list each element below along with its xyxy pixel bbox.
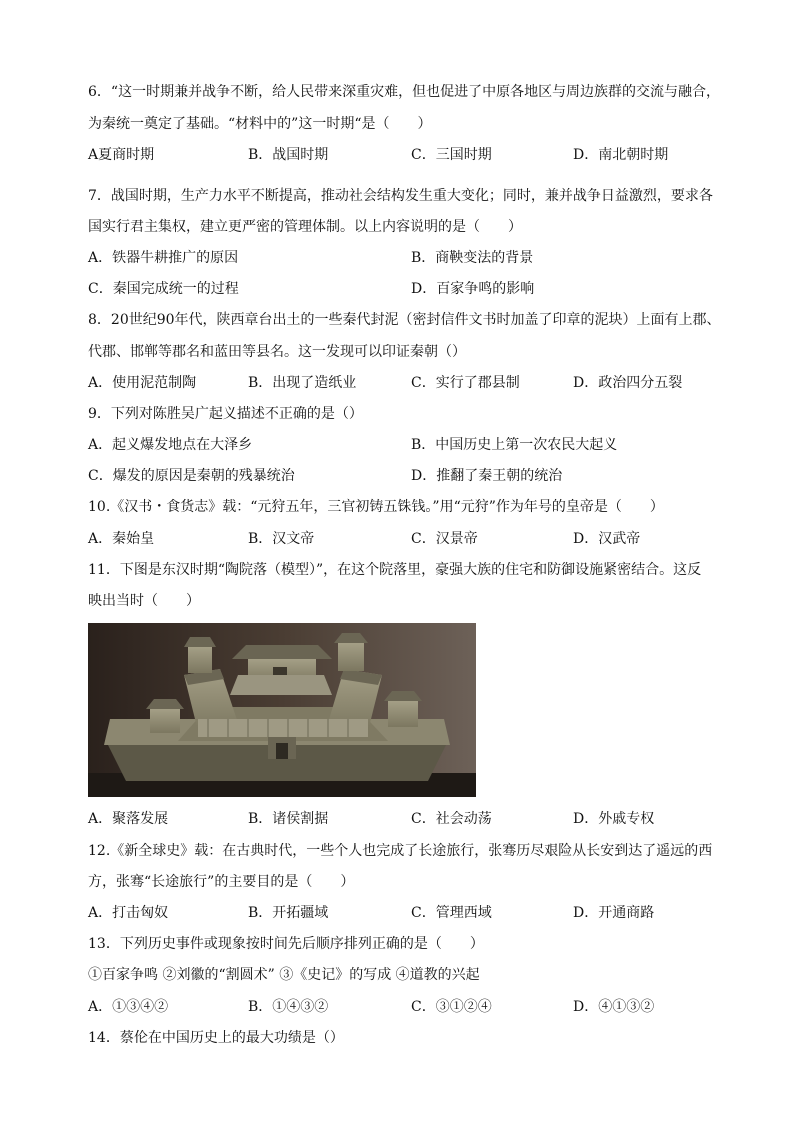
pottery-courtyard-model-photo xyxy=(88,623,476,797)
q10-option-d: D．汉武帝 xyxy=(573,531,641,547)
q6-option-a: A夏商时期 xyxy=(88,147,155,163)
q13-option-c: C．③①②④ xyxy=(411,999,492,1015)
q14-stem-line-1: 14．蔡伦在中国历史上的最大功绩是（） xyxy=(88,1030,344,1046)
q9-option-c: C．爆发的原因是秦朝的残暴统治 xyxy=(88,468,295,484)
q11-stem-line-1: 11．下图是东汉时期“陶院落（模型）”，在这个院落里，豪强大族的住宅和防御设施紧密结合。这反 xyxy=(88,562,702,578)
q7-stem-line-1: 7．战国时期，生产力水平不断提高，推动社会结构发生重大变化；同时，兼并战争日益激烈，要求各 xyxy=(88,188,713,204)
q7-option-c: C．秦国完成统一的过程 xyxy=(88,281,239,297)
q10-option-c: C．汉景帝 xyxy=(411,531,478,547)
q6-option-c: C．三国时期 xyxy=(411,147,492,163)
q9-option-b: B．中国历史上第一次农民大起义 xyxy=(411,437,618,453)
q12-option-a: A．打击匈奴 xyxy=(88,905,169,921)
q8-stem-line-2: 代郡、邯郸等郡名和蓝田等县名。这一发现可以印证秦朝（） xyxy=(88,344,466,360)
q8-option-d: D．政治四分五裂 xyxy=(573,375,683,391)
q11-option-a: A．聚落发展 xyxy=(88,811,169,827)
q10-option-b: B．汉文帝 xyxy=(248,531,315,547)
q13-option-d: D．④①③② xyxy=(573,999,655,1015)
q13-option-b: B．①④③② xyxy=(248,999,329,1015)
q8-option-a: A．使用泥范制陶 xyxy=(88,375,197,391)
q11-stem-line-2: 映出当时（ ） xyxy=(88,593,200,609)
q13-option-a: A．①③④② xyxy=(88,999,169,1015)
q10-stem-line-1: 10.《汉书・食货志》载：“元狩五年，三官初铸五铢钱。”用“元狩”作为年号的皇帝是（ ） xyxy=(88,499,664,515)
q13-stem-line-2: ①百家争鸣 ②刘徽的“割圆术” ③《史记》的写成 ④道教的兴起 xyxy=(88,967,480,983)
q11-option-d: D．外戚专权 xyxy=(573,811,655,827)
q9-stem-line-1: 9．下列对陈胜吴广起义描述不正确的是（） xyxy=(88,406,363,422)
q11-option-c: C．社会动荡 xyxy=(411,811,492,827)
q7-option-d: D．百家争鸣的影响 xyxy=(411,281,535,297)
q10-option-a: A．秦始皇 xyxy=(88,531,155,547)
q9-option-a: A．起义爆发地点在大泽乡 xyxy=(88,437,253,453)
q12-option-b: B．开拓疆域 xyxy=(248,905,329,921)
q6-stem-line-1: 6．“这一时期兼并战争不断，给人民带来深重灾难，但也促进了中原各地区与周边族群的交流与融合， xyxy=(88,84,721,100)
q6-option-d: D．南北朝时期 xyxy=(573,147,669,163)
q12-stem-line-2: 方，张骞“长途旅行”的主要目的是（ ） xyxy=(88,874,355,890)
q12-stem-line-1: 12.《新全球史》载：在古典时代，一些个人也完成了长途旅行，张骞历尽艰险从长安到达了遥远的西 xyxy=(88,843,713,859)
q6-option-b: B．战国时期 xyxy=(248,147,329,163)
q11-option-b: B．诸侯割据 xyxy=(248,811,329,827)
q7-stem-line-2: 国实行君主集权，建立更严密的管理体制。以上内容说明的是（ ） xyxy=(88,219,522,235)
q13-stem-line-1: 13．下列历史事件或现象按时间先后顺序排列正确的是（ ） xyxy=(88,936,484,952)
q12-option-d: D．开通商路 xyxy=(573,905,655,921)
q6-stem-line-2: 为秦统一奠定了基础。“材料中的”这一时期“是（ ） xyxy=(88,116,432,132)
q8-option-b: B．出现了造纸业 xyxy=(248,375,357,391)
q8-stem-line-1: 8．20世纪90年代，陕西章台出土的一些秦代封泥（密封信件文书时加盖了印章的泥块）上面有上郡、 xyxy=(88,312,721,328)
q7-option-b: B．商鞅变法的背景 xyxy=(411,250,534,266)
q8-option-c: C．实行了郡县制 xyxy=(411,375,520,391)
q12-option-c: C．管理西域 xyxy=(411,905,492,921)
q7-option-a: A．铁器牛耕推广的原因 xyxy=(88,250,239,266)
q9-option-d: D．推翻了秦王朝的统治 xyxy=(411,468,563,484)
